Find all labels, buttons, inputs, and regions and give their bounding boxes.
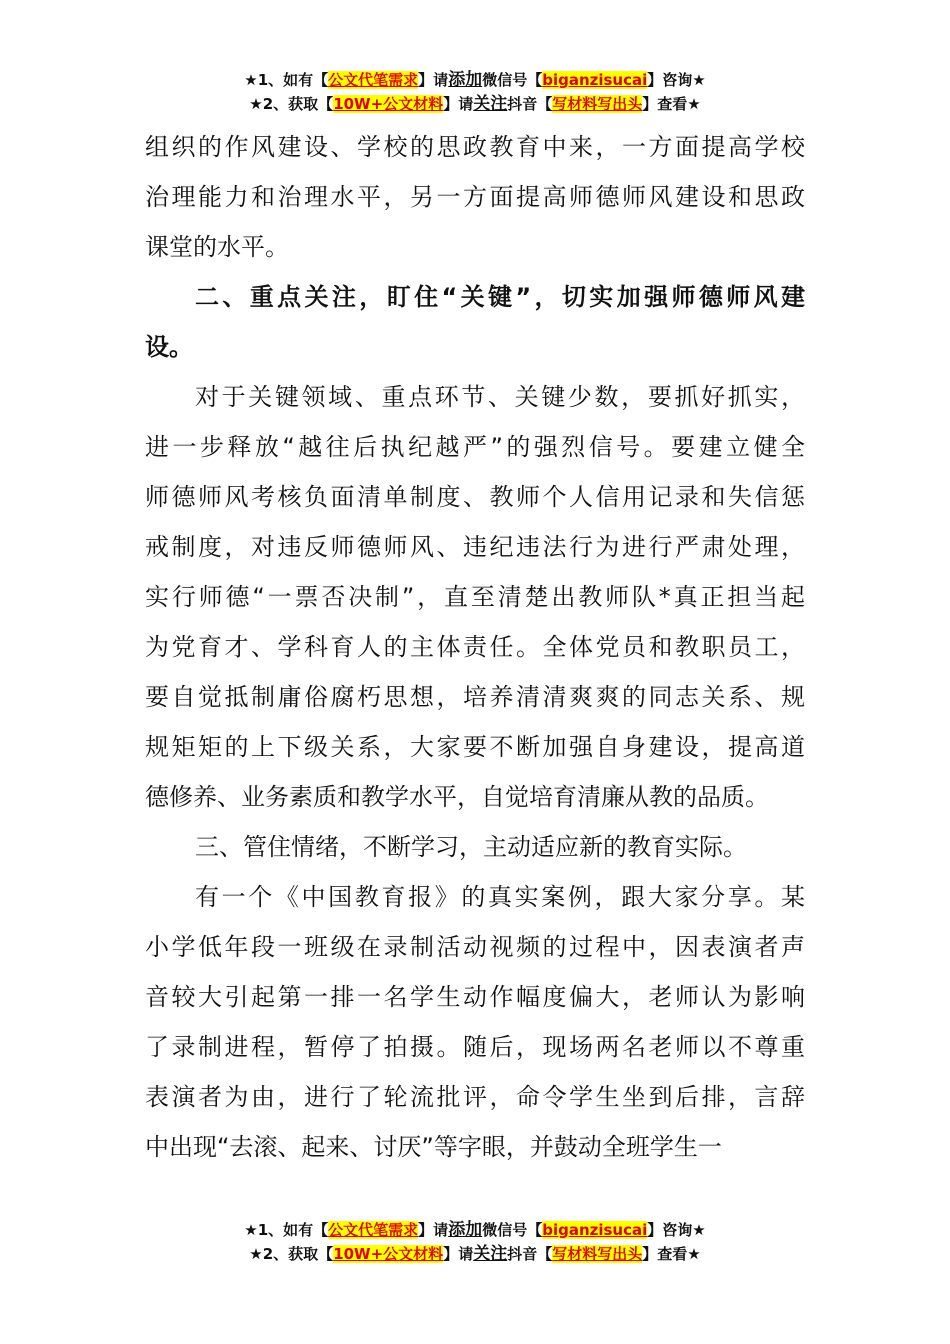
document-body <box>145 122 805 1172</box>
header-banner <box>0 68 950 116</box>
text: 】请 <box>443 1245 474 1263</box>
text-line: 小学低年段一班级在录制活动视频的过程中，因表演者声 <box>145 933 805 961</box>
text: 】查看★ <box>642 95 701 113</box>
text: 】请 <box>418 71 449 89</box>
paragraph <box>145 372 805 822</box>
text-line: 治理能力和治理水平，另一方面提高师德师风建设和思政 <box>145 183 805 211</box>
section-heading <box>145 272 805 372</box>
text-line: 有一个《中国教育报》的真实案例，跟大家分享。某 <box>195 883 805 911</box>
paragraph <box>145 872 805 1172</box>
text-line: 设。 <box>145 333 193 361</box>
emphasis: 添加 <box>448 1220 483 1240</box>
banner-line-2 <box>0 1242 950 1266</box>
wechat-id: biganzisucai <box>542 71 648 89</box>
text: 】请 <box>443 95 474 113</box>
text: 】查看★ <box>642 1245 701 1263</box>
text-line: 师德师风考核负面清单制度、教师个人信用记录和失信惩 <box>145 483 805 511</box>
text: ★1、如有【 <box>244 71 329 89</box>
text-line: 为党育才、学科育人的主体责任。全体党员和教职员工， <box>145 633 805 661</box>
highlight: 10W+公文材料 <box>333 95 444 113</box>
banner-line-1 <box>0 1218 950 1242</box>
text-line: 二、重点关注，盯住“关键”，切实加强师德师风建 <box>195 283 805 311</box>
text: 微信号【 <box>482 71 543 89</box>
highlight: 10W+公文材料 <box>333 1245 444 1263</box>
emphasis: 关注 <box>473 94 508 114</box>
text: ★2、获取【 <box>249 95 334 113</box>
text: ★1、如有【 <box>244 1221 329 1239</box>
text-line: 进一步释放“越往后执纪越严”的强烈信号。要建立健全 <box>145 433 805 461</box>
text-line: 了录制进程，暂停了拍摄。随后，现场两名老师以不尊重 <box>145 1033 805 1061</box>
banner-line-1 <box>0 68 950 92</box>
text-line: 规矩矩的上下级关系，大家要不断加强自身建设，提高道 <box>145 733 805 761</box>
emphasis: 添加 <box>448 70 483 90</box>
highlight: 公文代笔需求 <box>328 71 419 89</box>
text-line: 要自觉抵制庸俗腐朽思想，培养清清爽爽的同志关系、规 <box>145 683 805 711</box>
text-line: 课堂的水平。 <box>145 233 289 261</box>
text-line: 德修养、业务素质和教学水平，自觉培育清廉从教的品质。 <box>145 783 769 811</box>
text-line: 戒制度，对违反师德师风、违纪违法行为进行严肃处理， <box>145 533 805 561</box>
text: 抖音【 <box>507 95 553 113</box>
text-line: 中出现“去滚、起来、讨厌”等字眼，并鼓动全班学生一 <box>145 1133 722 1161</box>
text: 微信号【 <box>482 1221 543 1239</box>
text: 】咨询★ <box>647 1221 706 1239</box>
emphasis: 关注 <box>473 1244 508 1264</box>
highlight: 公文代笔需求 <box>328 1221 419 1239</box>
text: 】咨询★ <box>647 71 706 89</box>
text-line: 音较大引起第一排一名学生动作幅度偏大，老师认为影响 <box>145 983 805 1011</box>
paragraph <box>145 122 805 272</box>
text-line: 三、管住情绪，不断学习，主动适应新的教育实际。 <box>195 833 747 861</box>
text-line: 实行师德“一票否决制”，直至清楚出教师队*真正担当起 <box>145 583 805 611</box>
highlight: 写材料写出头 <box>552 1245 643 1263</box>
banner-line-2 <box>0 92 950 116</box>
text: 】请 <box>418 1221 449 1239</box>
text: 抖音【 <box>507 1245 553 1263</box>
text-line: 表演者为由，进行了轮流批评，命令学生坐到后排，言辞 <box>145 1083 805 1111</box>
text: ★2、获取【 <box>249 1245 334 1263</box>
paragraph <box>145 822 805 872</box>
text-line: 组织的作风建设、学校的思政教育中来，一方面提高学校 <box>145 133 805 161</box>
wechat-id: biganzisucai <box>542 1221 648 1239</box>
text-line: 对于关键领域、重点环节、关键少数，要抓好抓实， <box>195 383 805 411</box>
footer-banner <box>0 1218 950 1266</box>
highlight: 写材料写出头 <box>552 95 643 113</box>
